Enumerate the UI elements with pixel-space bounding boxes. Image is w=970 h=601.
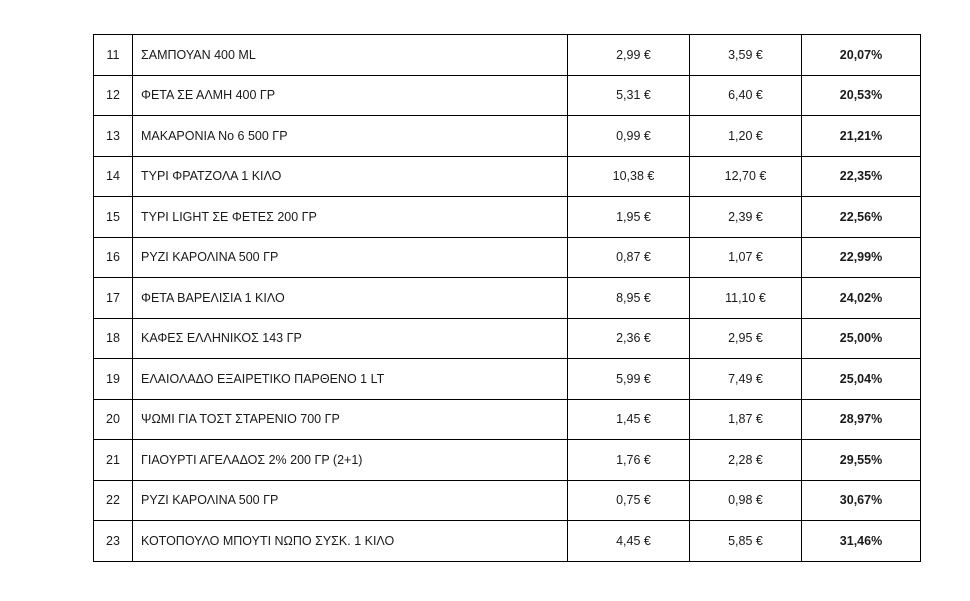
table-body: [94, 35, 921, 562]
row-number: 20: [94, 399, 133, 440]
old-price: 2,36 €: [568, 318, 690, 359]
table-row: [94, 521, 921, 562]
table-row: [94, 278, 921, 319]
product-name: ΤΥΡΙ ΦΡΑΤΖΟΛΑ 1 ΚΙΛΟ: [133, 156, 568, 197]
table-row: [94, 75, 921, 116]
old-price: 0,75 €: [568, 480, 690, 521]
row-number: 18: [94, 318, 133, 359]
row-number: 11: [94, 35, 133, 76]
new-price: 2,28 €: [690, 440, 802, 481]
new-price: 2,95 €: [690, 318, 802, 359]
table-row: [94, 359, 921, 400]
row-number: 19: [94, 359, 133, 400]
table-row: [94, 237, 921, 278]
product-name: ΦΕΤΑ ΣΕ ΑΛΜΗ 400 ΓΡ: [133, 75, 568, 116]
table-row: [94, 440, 921, 481]
new-price: 6,40 €: [690, 75, 802, 116]
old-price: 10,38 €: [568, 156, 690, 197]
increase-percent: 21,21%: [802, 116, 921, 157]
product-name: ΡΥΖΙ ΚΑΡΟΛΙΝΑ 500 ΓΡ: [133, 237, 568, 278]
increase-percent: 28,97%: [802, 399, 921, 440]
increase-percent: 24,02%: [802, 278, 921, 319]
product-name: ΓΙΑΟΥΡΤΙ ΑΓΕΛΑΔΟΣ 2% 200 ΓΡ (2+1): [133, 440, 568, 481]
product-name: ΤΥΡΙ LIGHT ΣΕ ΦΕΤΕΣ 200 ΓΡ: [133, 197, 568, 238]
table-row: [94, 156, 921, 197]
product-name: ΡΥΖΙ ΚΑΡΟΛΙΝΑ 500 ΓΡ: [133, 480, 568, 521]
product-name: ΕΛΑΙΟΛΑΔΟ ΕΞΑΙΡΕΤΙΚΟ ΠΑΡΘΕΝΟ 1 LT: [133, 359, 568, 400]
table-row: [94, 116, 921, 157]
increase-percent: 22,56%: [802, 197, 921, 238]
new-price: 1,87 €: [690, 399, 802, 440]
product-name: ΨΩΜΙ ΓΙΑ ΤΟΣΤ ΣΤΑΡΕΝΙΟ 700 ΓΡ: [133, 399, 568, 440]
new-price: 12,70 €: [690, 156, 802, 197]
increase-percent: 25,00%: [802, 318, 921, 359]
old-price: 4,45 €: [568, 521, 690, 562]
old-price: 5,99 €: [568, 359, 690, 400]
product-name: ΦΕΤΑ ΒΑΡΕΛΙΣΙΑ 1 ΚΙΛΟ: [133, 278, 568, 319]
old-price: 0,87 €: [568, 237, 690, 278]
increase-percent: 31,46%: [802, 521, 921, 562]
old-price: 1,45 €: [568, 399, 690, 440]
increase-percent: 25,04%: [802, 359, 921, 400]
row-number: 12: [94, 75, 133, 116]
new-price: 11,10 €: [690, 278, 802, 319]
table-row: [94, 480, 921, 521]
row-number: 14: [94, 156, 133, 197]
new-price: 1,20 €: [690, 116, 802, 157]
product-name: ΚΟΤΟΠΟΥΛΟ ΜΠΟΥΤΙ ΝΩΠΟ ΣΥΣΚ. 1 ΚΙΛΟ: [133, 521, 568, 562]
table-row: [94, 35, 921, 76]
row-number: 15: [94, 197, 133, 238]
product-name: ΣΑΜΠΟΥΑΝ 400 ML: [133, 35, 568, 76]
row-number: 13: [94, 116, 133, 157]
increase-percent: 20,07%: [802, 35, 921, 76]
increase-percent: 22,99%: [802, 237, 921, 278]
increase-percent: 29,55%: [802, 440, 921, 481]
old-price: 2,99 €: [568, 35, 690, 76]
product-name: ΜΑΚΑΡΟΝΙΑ Νο 6 500 ΓΡ: [133, 116, 568, 157]
increase-percent: 30,67%: [802, 480, 921, 521]
price-increase-table: [93, 34, 921, 562]
new-price: 1,07 €: [690, 237, 802, 278]
row-number: 17: [94, 278, 133, 319]
old-price: 8,95 €: [568, 278, 690, 319]
table-row: [94, 399, 921, 440]
new-price: 0,98 €: [690, 480, 802, 521]
table-row: [94, 197, 921, 238]
new-price: 2,39 €: [690, 197, 802, 238]
old-price: 5,31 €: [568, 75, 690, 116]
row-number: 21: [94, 440, 133, 481]
increase-percent: 20,53%: [802, 75, 921, 116]
new-price: 3,59 €: [690, 35, 802, 76]
product-name: ΚΑΦΕΣ ΕΛΛΗΝΙΚΟΣ 143 ΓΡ: [133, 318, 568, 359]
row-number: 23: [94, 521, 133, 562]
table-row: [94, 318, 921, 359]
old-price: 1,76 €: [568, 440, 690, 481]
old-price: 1,95 €: [568, 197, 690, 238]
old-price: 0,99 €: [568, 116, 690, 157]
increase-percent: 22,35%: [802, 156, 921, 197]
new-price: 7,49 €: [690, 359, 802, 400]
new-price: 5,85 €: [690, 521, 802, 562]
row-number: 22: [94, 480, 133, 521]
row-number: 16: [94, 237, 133, 278]
